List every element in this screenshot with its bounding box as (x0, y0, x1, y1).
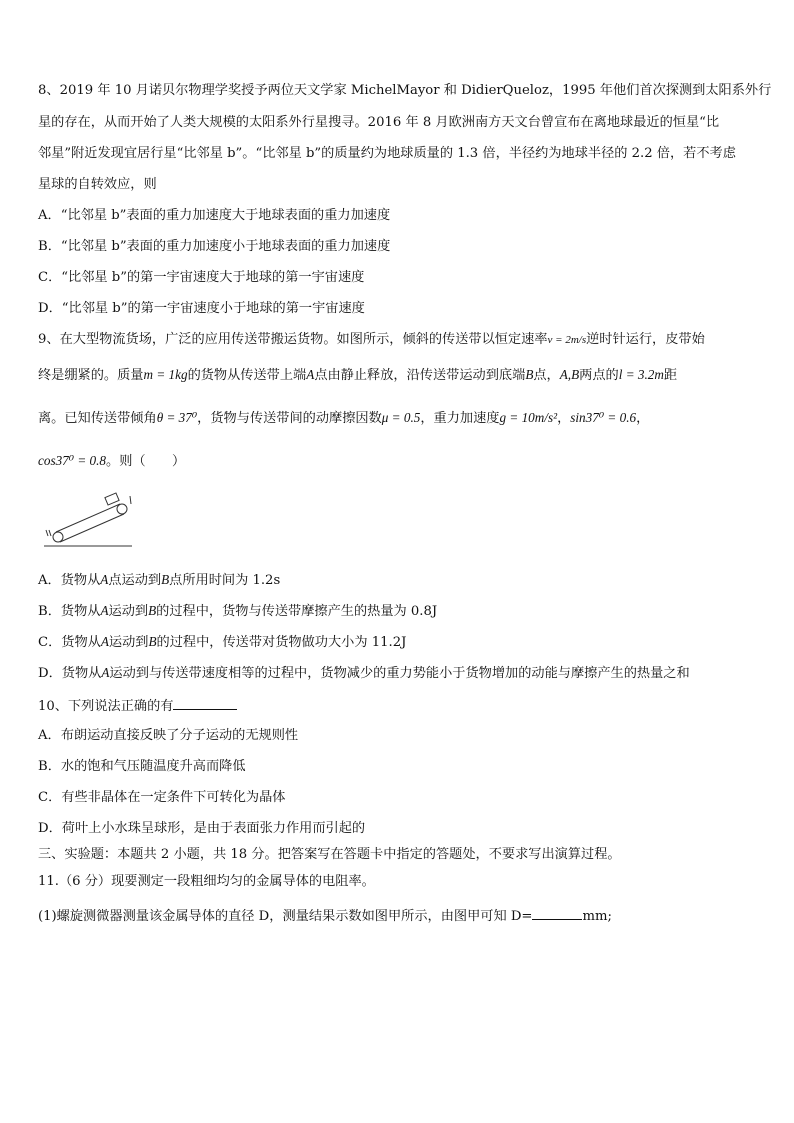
q9-d-pre: D．货物从 (38, 666, 102, 681)
q9-line2-text-a: 终是绷紧的。质量 (38, 368, 144, 383)
q9-line-1 (38, 331, 705, 349)
q9-cos: cos37⁰ = 0.8 (38, 453, 107, 468)
q9-a-m1: A (100, 572, 109, 587)
q9-gravity: g = 10m/s² (499, 410, 558, 425)
q10-stem (38, 695, 237, 716)
belt-top (56, 504, 120, 532)
q9-line-2 (38, 366, 677, 385)
q9-line1-text-a: 9、在大型物流货场，广泛的应用传送带搬运货物。如图所示，倾斜的传送带以恒定速率 (38, 332, 548, 347)
q10-option-d: D．荷叶上小水珠呈球形，是由于表面张力作用而引起的 (38, 821, 366, 836)
q9-points-ab: A,B (559, 367, 580, 382)
q9-d-post: 运动到与传送带速度相等的过程中，货物减少的重力势能小于货物增加的动能与摩擦产生的热量之和 (109, 666, 690, 681)
q9-b-pre: B．货物从 (38, 604, 101, 619)
q9-line2-text-d: 点， (533, 368, 560, 383)
q9-a-m2: B (161, 572, 170, 587)
q9-point-b: B (525, 367, 534, 382)
q9-line3-text-e: ， (636, 411, 650, 426)
q9-d-m1: A (101, 665, 110, 680)
q9-line-3 (38, 409, 649, 428)
q8-option-d: D．“比邻星 b”的第一宇宙速度小于地球的第一宇宙速度 (38, 301, 365, 316)
q11-stem: 11.（6 分）现要测定一段粗细均匀的金属导体的电阻率。 (38, 874, 375, 889)
q9-friction: μ = 0.5 (381, 410, 421, 425)
q9-a-mid: 点运动到 (108, 573, 162, 588)
q9-option-c (38, 633, 406, 652)
q9-mass: m = 1kg (143, 367, 188, 382)
q8-line-4: 星球的自转效应，则 (38, 177, 157, 192)
q9-option-b (38, 602, 437, 621)
q9-line2-text-e: 两点的 (579, 368, 619, 383)
q8-option-a: A．“比邻星 b”表面的重力加速度大于地球表面的重力加速度 (38, 208, 391, 223)
q9-line-4 (38, 452, 185, 471)
q9-c-mid: 运动到 (108, 635, 149, 650)
q9-line1-text-b: 逆时针运行，皮带始 (586, 332, 705, 347)
q9-speed: v = 2m/s (547, 334, 587, 346)
q9-c-pre: C．货物从 (38, 635, 101, 650)
q8-line-2: 星的存在，从而开始了人类大规模的太阳系外行星搜寻。2016 年 8 月欧洲南方天文台曾宣布在离地球最近的恒星“比 (38, 115, 720, 130)
q9-line3-text-a: 离。已知传送带倾角 (38, 411, 157, 426)
q9-line3-text-c: ，重力加速度 (420, 411, 500, 426)
label-tick (130, 496, 131, 504)
q8-line-1: 8、2019 年 10 月诺贝尔物理学奖授予两位天文学家 MichelMayor 和 DidierQueloz，1995 年他们首次探测到太阳系外行 (38, 83, 772, 98)
q9-b-m2: B (148, 603, 157, 618)
q9-angle: θ = 37⁰ (156, 410, 198, 425)
q9-a-pre: A．货物从 (38, 573, 101, 588)
q10-answer-blank[interactable] (173, 695, 237, 710)
q9-option-d (38, 664, 690, 683)
q10-option-c: C．有些非晶体在一定条件下可转化为晶体 (38, 790, 286, 805)
q9-line2-text-f: 距 (663, 368, 678, 383)
q9-b-m1: A (100, 603, 109, 618)
label-tick-left-2 (49, 530, 51, 536)
q8-line-3: 邻星”附近发现宜居行星“比邻星 b”。“比邻星 b”的质量约为地球质量的 1.3 倍，半径约为地球半径的 2.2 倍，若不考虑 (38, 146, 736, 161)
q9-line3-text-b: ，货物与传送带间的动摩擦因数 (197, 411, 382, 426)
q8-option-c: C．“比邻星 b”的第一宇宙速度大于地球的第一宇宙速度 (38, 270, 365, 285)
q9-sin: sin37⁰ = 0.6 (570, 410, 637, 425)
q10-option-a: A．布朗运动直接反映了分子运动的无规则性 (38, 728, 299, 743)
q9-c-m1: A (100, 634, 109, 649)
q9-option-a (38, 571, 280, 590)
upper-pulley (117, 504, 127, 514)
q9-line2-text-c: 点由静止释放，沿传送带运动到底端 (314, 368, 526, 383)
q9-line4-text: 。则（ ） (106, 454, 186, 469)
q9-c-m2: B (148, 634, 157, 649)
q9-point-a: A (306, 367, 315, 382)
q9-length: l = 3.2m (618, 367, 664, 382)
section-3-heading: 三、实验题：本题共 2 小题，共 18 分。把答案写在答题卡中指定的答题处，不要求写出演算过程。 (38, 847, 621, 862)
q9-line3-text-d: ， (557, 411, 571, 426)
label-tick-left (46, 530, 48, 536)
q9-c-post: 的过程中，传送带对货物做功大小为 11.2J (156, 635, 407, 650)
belt-bottom (60, 514, 124, 542)
q10-option-b: B．水的饱和气压随温度升高而降低 (38, 759, 246, 774)
q11-part-1 (38, 905, 612, 926)
q9-a-post: 点所用时间为 1.2s (169, 573, 281, 588)
q9-b-post: 的过程中，货物与传送带摩擦产生的热量为 0.8J (156, 604, 438, 619)
q11-diameter-blank[interactable] (532, 905, 582, 920)
q11-part1-text: (1)螺旋测微器测量该金属导体的直径 D，测量结果示数如图甲所示，由图甲可知 D= (38, 909, 533, 924)
q10-stem-text: 10、下列说法正确的有 (38, 699, 174, 714)
conveyor-belt-figure (42, 486, 134, 550)
q9-line2-text-b: 的货物从传送带上端 (187, 368, 307, 383)
lower-pulley (53, 532, 63, 542)
q11-part1-unit: mm; (582, 909, 612, 924)
q8-option-b: B．“比邻星 b”表面的重力加速度小于地球表面的重力加速度 (38, 239, 391, 254)
q9-b-mid: 运动到 (108, 604, 149, 619)
cargo-box (105, 493, 119, 505)
